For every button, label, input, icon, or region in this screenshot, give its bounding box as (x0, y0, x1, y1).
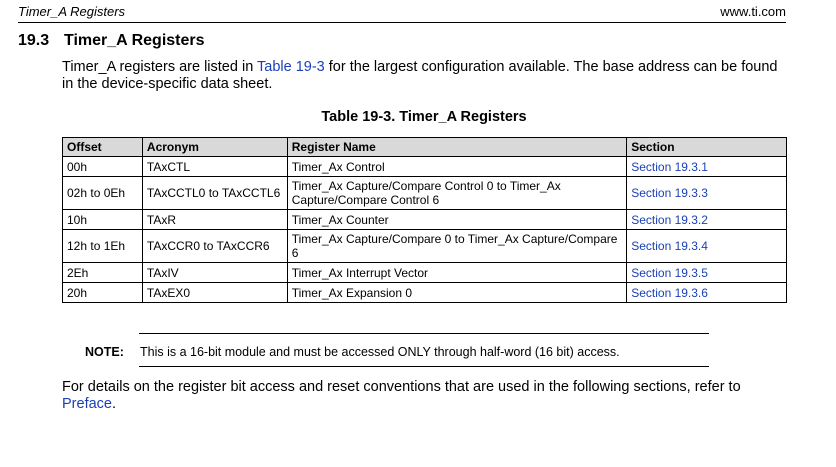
page-header (18, 4, 786, 22)
cell-acronym: TAxCCR0 to TAxCCR6 (142, 230, 287, 263)
cell-offset: 20h (63, 283, 143, 303)
col-header-register-name: Register Name (287, 138, 626, 157)
outro-text-after: . (111, 396, 117, 412)
cell-acronym: TAxIV (142, 263, 287, 283)
header-rule (18, 22, 786, 23)
cell-register-name: Timer_Ax Control (287, 157, 626, 177)
cell-acronym: TAxCCTL0 to TAxCCTL6 (142, 177, 287, 210)
section-heading (18, 32, 205, 50)
table-row (63, 263, 787, 283)
cell-acronym: TAxCTL (142, 157, 287, 177)
header-title: Timer_A Registers (18, 4, 126, 19)
table-row (63, 177, 787, 210)
cell-register-name: Timer_Ax Capture/Compare 0 to Timer_Ax Capture/Compare 6 (287, 230, 626, 263)
preface-link[interactable]: Preface (62, 396, 112, 412)
table-caption: Table 19-3. Timer_A Registers (321, 109, 527, 125)
note-bottom-rule (139, 366, 709, 367)
table-row (63, 210, 787, 230)
note-label: NOTE: (85, 345, 124, 359)
cell-register-name: Timer_Ax Interrupt Vector (287, 263, 626, 283)
cell-section-link[interactable]: Section 19.3.2 (627, 210, 787, 230)
cell-offset: 12h to 1Eh (63, 230, 143, 263)
col-header-section: Section (627, 138, 787, 157)
cell-register-name: Timer_Ax Capture/Compare Control 0 to Timer_Ax Capture/Compare Control 6 (287, 177, 626, 210)
cell-section-link[interactable]: Section 19.3.5 (627, 263, 787, 283)
outro-text-before: For details on the register bit access and reset conventions that are used in the following sections, refer to (62, 379, 741, 395)
note-text: This is a 16-bit module and must be accessed ONLY through half-word (16 bit) access. (140, 345, 620, 359)
cell-acronym: TAxR (142, 210, 287, 230)
col-header-acronym: Acronym (142, 138, 287, 157)
table-row (63, 157, 787, 177)
cell-offset: 2Eh (63, 263, 143, 283)
col-header-offset: Offset (63, 138, 143, 157)
cell-section-link[interactable]: Section 19.3.1 (627, 157, 787, 177)
cell-section-link[interactable]: Section 19.3.6 (627, 283, 787, 303)
table-row (63, 283, 787, 303)
intro-text-after: for the largest configuration available. The base address can be found in the device-specific data sheet. (62, 59, 778, 92)
registers-table (62, 137, 787, 303)
note-top-rule (139, 333, 709, 334)
cell-section-link[interactable]: Section 19.3.3 (627, 177, 787, 210)
section-title: Timer_A Registers (64, 32, 205, 49)
cell-section-link[interactable]: Section 19.3.4 (627, 230, 787, 263)
intro-paragraph (62, 59, 786, 93)
cell-register-name: Timer_Ax Expansion 0 (287, 283, 626, 303)
outro-paragraph (62, 379, 786, 413)
section-number: 19.3 (18, 32, 50, 49)
header-site[interactable]: www.ti.com (720, 4, 786, 19)
table-header-row (63, 138, 787, 157)
cell-offset: 00h (63, 157, 143, 177)
intro-text-before: Timer_A registers are listed in (62, 59, 258, 75)
cell-offset: 10h (63, 210, 143, 230)
cell-register-name: Timer_Ax Counter (287, 210, 626, 230)
table-link[interactable]: Table 19-3 (257, 59, 325, 75)
cell-offset: 02h to 0Eh (63, 177, 143, 210)
table-row (63, 230, 787, 263)
cell-acronym: TAxEX0 (142, 283, 287, 303)
